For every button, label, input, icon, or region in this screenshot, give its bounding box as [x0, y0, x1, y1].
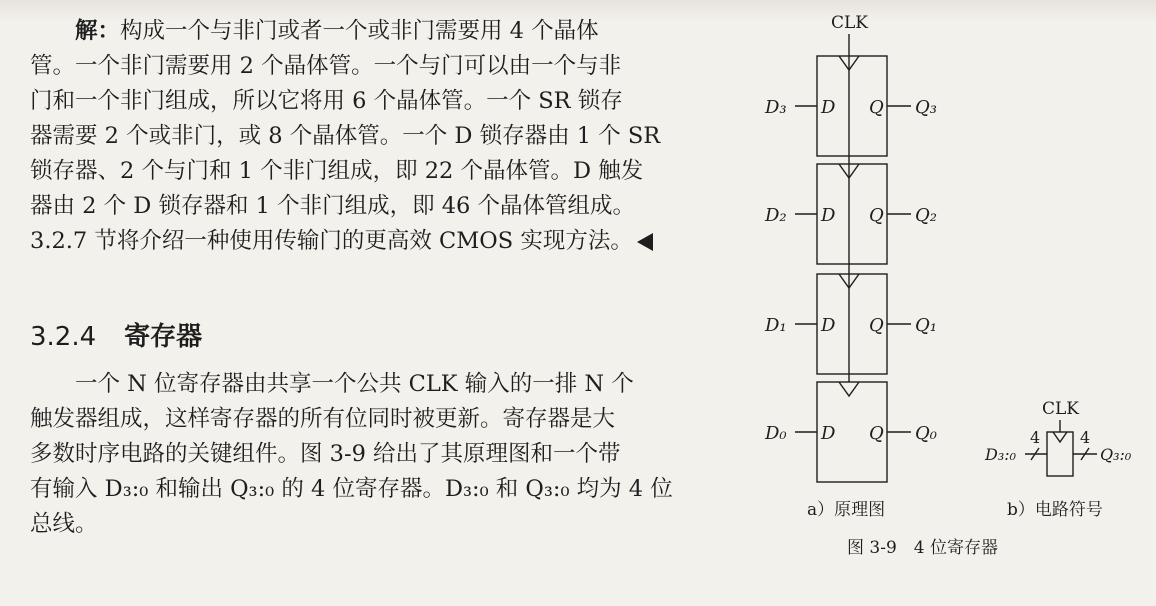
flip-flop-0 — [764, 382, 937, 482]
symbol-box — [1047, 432, 1073, 476]
paragraph-line: 总线。 — [30, 511, 98, 537]
paragraph-line: 器需要 2 个或非门，或 8 个晶体管。一个 D 锁存器由 1 个 SR — [30, 123, 661, 149]
paragraph-line: 有输入 D₃:₀ 和输出 Q₃:₀ 的 4 位寄存器。D₃:₀ 和 Q₃:₀ 均为 4 位 — [30, 476, 673, 502]
q-output-label: Q₃ — [915, 97, 937, 118]
flip-flop-2 — [764, 164, 937, 264]
q-pin-label: Q — [869, 97, 884, 118]
caption-a: a）原理图 — [807, 500, 886, 520]
paragraph-line: 多数时序电路的关键组件。图 3-9 给出了其原理图和一个带 — [30, 441, 621, 467]
figure-caption: 图 3-9 4 位寄存器 — [847, 538, 998, 558]
clk-label: CLK — [831, 13, 868, 33]
clock-input-triangle — [839, 382, 859, 396]
caption-b: b）电路符号 — [1007, 500, 1103, 520]
d-input-label: D₂ — [765, 205, 787, 226]
q-output-label: Q₁ — [915, 315, 937, 336]
paragraph-line: 3.2.7 节将介绍一种使用传输门的更高效 CMOS 实现方法。 — [30, 224, 750, 259]
section-number: 3.2.4 — [30, 322, 97, 352]
d-input-label: D₁ — [765, 315, 787, 336]
d-pin-label: D — [821, 423, 836, 444]
paragraph-solution — [30, 14, 750, 259]
paragraph-line: 一个 N 位寄存器由共享一个公共 CLK 输入的一排 N 个 — [75, 371, 634, 397]
section-title: 寄存器 — [124, 322, 203, 352]
d-pin-label: D — [821, 205, 836, 226]
q-pin-label: Q — [869, 205, 884, 226]
end-of-example-marker — [637, 233, 653, 251]
symbol-clock-triangle — [1053, 432, 1067, 442]
d-pin-label: D — [821, 315, 836, 336]
paragraph-line: 管。一个非门需要用 2 个晶体管。一个与门可以由一个与非 — [30, 53, 622, 79]
bus-width-in: 4 — [1030, 428, 1041, 447]
paragraph-line: 器由 2 个 D 锁存器和 1 个非门组成，即 46 个晶体管组成。 — [30, 193, 636, 219]
paragraph-line: 门和一个非门组成，所以它将用 6 个晶体管。一个 SR 锁存 — [30, 88, 623, 114]
figure-3-9 — [755, 0, 1155, 602]
d-pin-label: D — [821, 97, 836, 118]
symbol-clk-label: CLK — [1042, 399, 1079, 419]
symbol-input-label: D₃:₀ — [985, 445, 1017, 464]
register-symbol — [984, 399, 1132, 476]
bus-width-out: 4 — [1080, 428, 1091, 447]
q-pin-label: Q — [869, 423, 884, 444]
paragraph-line: 触发器组成，这样寄存器的所有位同时被更新。寄存器是大 — [30, 406, 616, 432]
paragraph-register — [30, 367, 750, 542]
d-input-label: D₃ — [765, 97, 787, 118]
symbol-output-label: Q₃:₀ — [1100, 445, 1132, 464]
paragraph-line: 锁存器、2 个与门和 1 个非门组成，即 22 个晶体管。D 触发 — [30, 158, 644, 184]
q-pin-label: Q — [869, 315, 884, 336]
section-heading — [30, 316, 202, 353]
solution-lead: 解： — [75, 18, 121, 44]
paragraph-line: 解：构成一个与非门或者一个或非门需要用 4 个晶体 — [75, 18, 599, 44]
flip-flop-1 — [764, 274, 937, 374]
q-output-label: Q₀ — [915, 423, 937, 444]
flip-flop-3 — [764, 56, 937, 156]
q-output-label: Q₂ — [915, 205, 937, 226]
d-input-label: D₀ — [765, 423, 787, 444]
